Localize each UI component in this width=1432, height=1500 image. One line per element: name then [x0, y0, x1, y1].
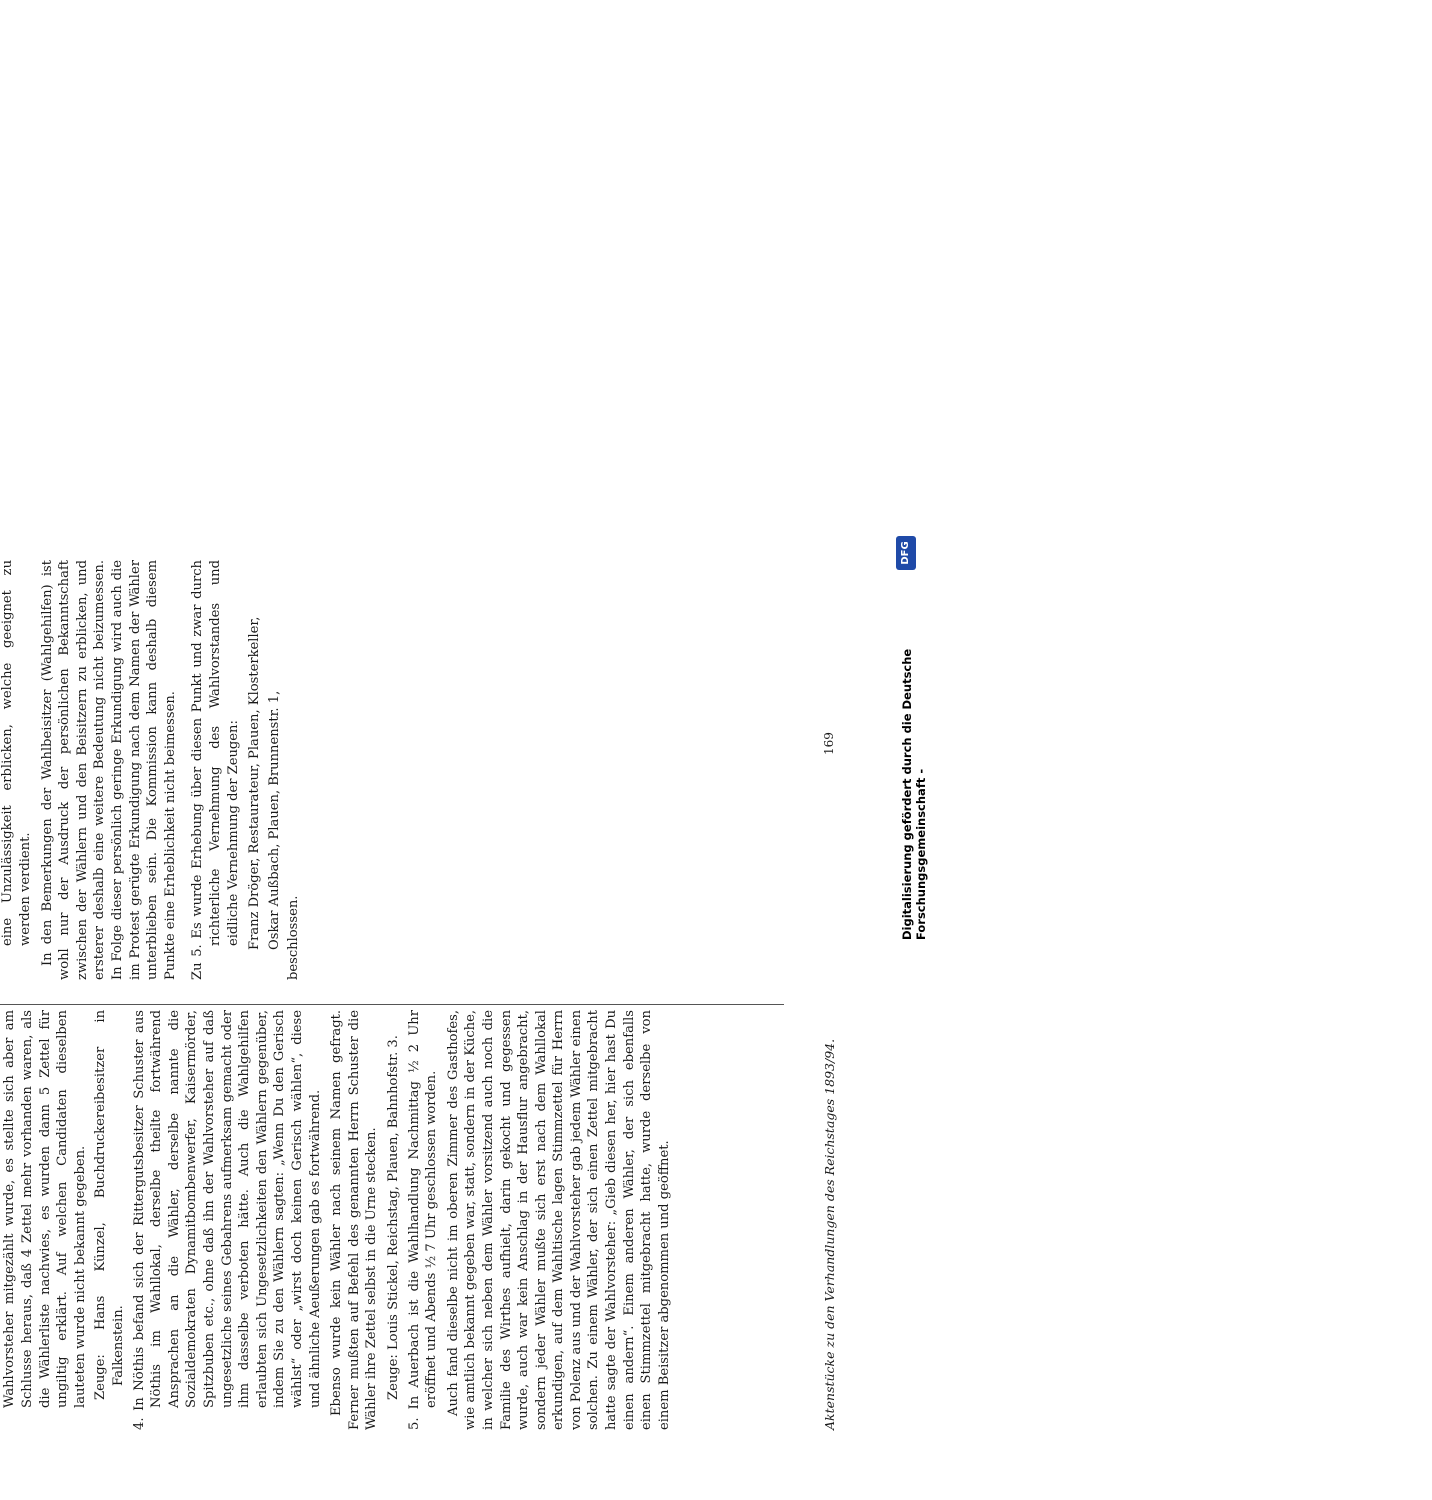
column-divider — [0, 1004, 784, 1005]
resolution-zu-4: eine Unzulässigkeit erblicken, welche geeignet zu werden verdient. — [0, 560, 34, 946]
rotated-document-page — [0, 500, 932, 1500]
witness-droeger: Franz Dröger, Restaurateur, Plauen, Klosterkeller, — [247, 616, 263, 950]
witness-aussbach: Oskar Außbach, Plauen, Brunnenstr. 1, — [266, 690, 282, 950]
dfg-logo: DFG — [896, 536, 916, 570]
watermark-text: Digitalisierung gefördert durch die Deutsche Forschungsgemeinschaft - — [900, 648, 928, 940]
digitization-watermark — [892, 500, 928, 1500]
left-column — [0, 1010, 677, 1430]
resolution-zu-5: Zu 5. Es wurde Erhebung über diesen Punkt und zwar durch richterliche Vernehmung des Wahlvorstandes und eidliche Vernehmung der Zeugen: — [190, 560, 241, 980]
section-3-witness: Zeuge: Hans Künzel, Buchdruckereibesitzer in Falkenstein. — [93, 1010, 127, 1400]
footnote: Aktenstücke zu den Verhandlungen des Reichstages 1893/94. — [822, 1038, 837, 1430]
signature-mark: 169 — [822, 732, 836, 755]
section-4-continuation: Ebenso wurde kein Wähler nach seinem Namen gefragt. Ferner mußten auf Befehl des genannten Herrn Schuster die Wähler ihre Zettel selbst in die Urne stecken. — [329, 1010, 380, 1430]
section-4-witness: Zeuge: Louis Stickel, Reichstag, Plauen, Bahnhofstr. 3. — [385, 1035, 401, 1400]
closing-word: beschlossen. — [286, 895, 302, 980]
section-5-continuation: Auch fand dieselbe nicht im oberen Zimmer des Gasthofes, wie amtlich bekannt gegeben war, statt, sondern in der Küche, in welcher sich neben dem Wähler vorsitzend auch noch die Familie des Wirthes aufhielt, darin gekocht und gegessen wurde, auch war kein Anschlag in der Hausflur angebracht, sondern jeder Wähler mußte sich erst nach dem Wahllokal erkundigen, auf dem Wahltische lagen Stimmzettel für Herrn von Polenz aus und der Wahlvorsteher gab jedem Wähler einen solchen. Zu einem Wähler, der sich einen Zettel mitgebracht hatte sagte der Wahlvorsteher: „Gieb diesen her, hier hast Du einen andern“. Einem anderen Wähler, der sich ebenfalls einen Stimmzettel mitgebracht hatte, wurde derselbe von einem Beisitzer abgenommen und geöffnet. — [445, 1010, 672, 1430]
right-column — [0, 560, 305, 980]
section-4-text: 4. In Nöthis befand sich der Rittergutsbesitzer Schuster aus Nöthis im Wahllokal, derselbe theilte fortwährend Ansprachen an die Wähler, derselbe nannte die Sozialdemokraten Dynamitbombenwerfer, Kaisermörder, Spitzbuben etc., ohne daß ihn der Wahlvorsteher auf daß ungesetzliche seines Gebahrens aufmerksam gemacht oder ihm dasselbe verboten hätte. Auch die Wahlgehilfen erlaubten sich Ungesetzlichkeiten den Wählern gegenüber, indem Sie zu den Wählern sagten: „Wenn Du den Gerisch wählst“ oder „wirst doch keinen Gerisch wählen“, diese und ähnliche Aeußerungen gab es fortwährend. — [131, 1010, 323, 1430]
section-5-text: 5. In Auerbach ist die Wahlhandlung Nachmittag ½ 2 Uhr eröffnet und Abends ½ 7 Uhr geschlossen worden. — [406, 1010, 440, 1430]
section-3-text: Wahlvorsteher mitgezählt wurde, es stellte sich aber am Schlusse heraus, daß 4 Zettel mehr vorhanden waren, als die Wählerliste nachwies, es wurden dann 5 Zettel für ungiltig erklärt. Auf welchen Candidaten dieselben lauteten wurde nicht bekannt gegeben. — [2, 1010, 88, 1408]
resolution-zu-4-continuation: In den Bemerkungen der Wahlbeisitzer (Wahlgehilfen) ist wohl nur der Ausdruck der persönlichen Bekanntschaft zwischen der Wählern und den Beisitzern zu erblicken, und ersterer deshalb eine weitere Bedeutung nicht beizumessen. In Folge dieser persönlich geringe Erkundigung wird auch die im Protest gerügte Erkundigung nach dem Namen der Wähler unterblieben sein. Die Kommission kann deshalb diesem Punkte eine Erheblichkeit nicht beimessen. — [39, 560, 178, 980]
